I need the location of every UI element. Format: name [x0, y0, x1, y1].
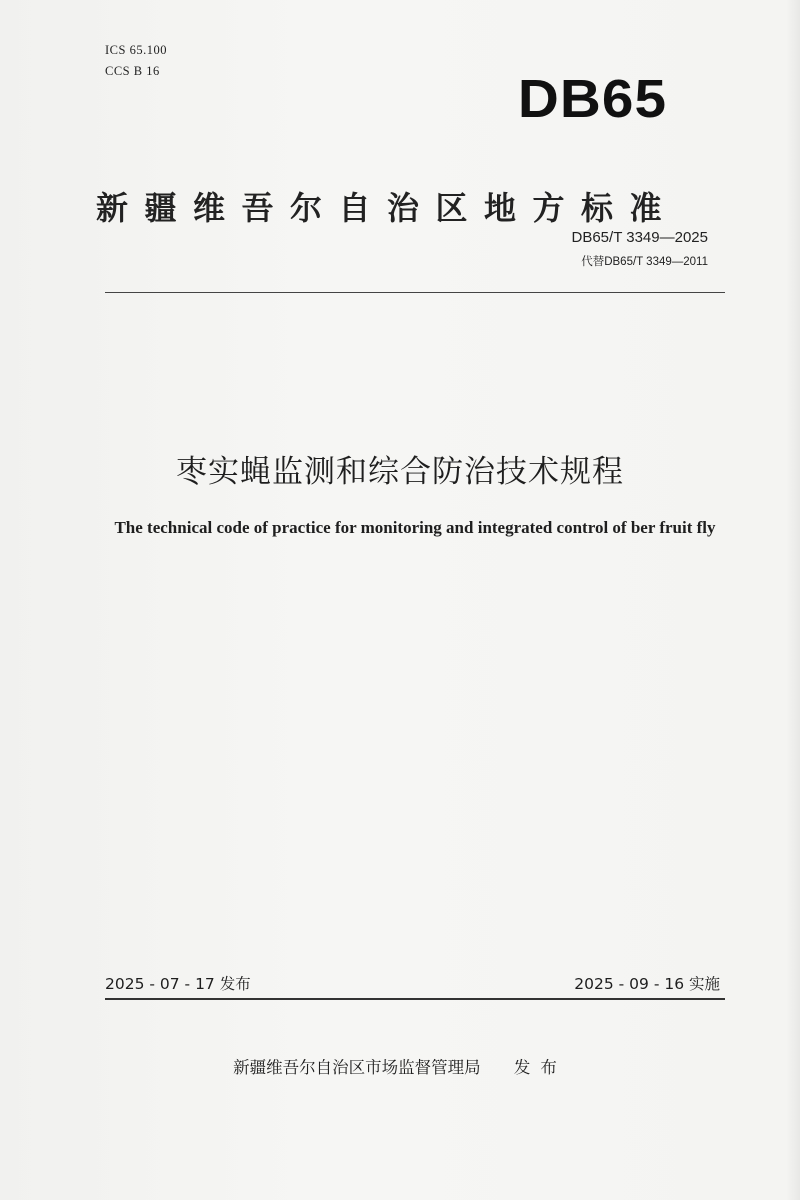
- page-edge-shadow: [786, 0, 800, 1200]
- ccs-code: CCS B 16: [105, 64, 160, 78]
- title-chinese: 枣实蝇监测和综合防治技术规程: [176, 454, 624, 490]
- implementation-date: 2025 - 09 - 16 实施: [574, 975, 720, 993]
- issuer-name: 新疆维吾尔自治区市场监督管理局: [233, 1058, 481, 1077]
- replaced-standard: 代替DB65/T 3349—2011: [581, 256, 708, 268]
- header-divider: [105, 292, 725, 293]
- publish-date: 2025 - 07 - 17 发布: [105, 975, 251, 993]
- standard-number: DB65/T 3349—2025: [571, 229, 708, 246]
- ics-code: ICS 65.100: [105, 43, 167, 57]
- classification-codes: [105, 40, 167, 82]
- footer-divider: [105, 998, 725, 1000]
- issuer-line: [0, 1054, 800, 1078]
- issue-action: 发布: [513, 1058, 567, 1077]
- standard-type: 新疆维吾尔自治区地方标准: [96, 189, 679, 227]
- standard-code-logo: DB65: [517, 69, 667, 129]
- title-english: The technical code of practice for monitoring and integrated control of ber fruit fly: [114, 518, 716, 537]
